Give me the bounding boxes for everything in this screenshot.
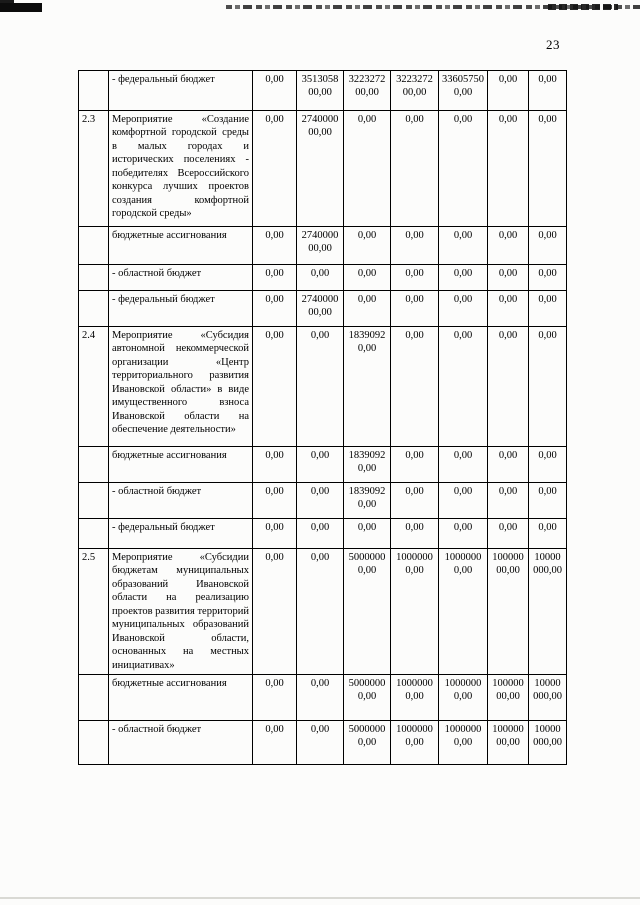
value-cell: 0,00 bbox=[529, 111, 567, 227]
scan-artifact-top-edge bbox=[0, 0, 14, 3]
page-number: 23 bbox=[546, 37, 560, 52]
value-cell: 0,00 bbox=[391, 519, 439, 549]
value-cell: 0,00 bbox=[253, 227, 297, 265]
value-cell: 0,00 bbox=[529, 327, 567, 447]
value-cell: 18390920,00 bbox=[344, 327, 391, 447]
value-cell: 0,00 bbox=[488, 447, 529, 483]
table-row bbox=[79, 327, 567, 447]
value-cell: 0,00 bbox=[253, 720, 297, 764]
value-cell: 0,00 bbox=[488, 71, 529, 111]
value-cell: 0,00 bbox=[253, 111, 297, 227]
value-cell: 0,00 bbox=[253, 483, 297, 519]
value-cell: 0,00 bbox=[439, 265, 488, 291]
value-cell: 0,00 bbox=[529, 265, 567, 291]
table-row bbox=[79, 720, 567, 764]
value-cell: 274000000,00 bbox=[297, 111, 344, 227]
scan-artifact-line-dark bbox=[548, 4, 618, 10]
value-cell: 0,00 bbox=[344, 519, 391, 549]
value-cell: 10000000,00 bbox=[391, 674, 439, 720]
row-description-cell: - федеральный бюджет bbox=[109, 71, 253, 111]
row-number-cell: 2.4 bbox=[79, 327, 109, 447]
value-cell: 0,00 bbox=[529, 519, 567, 549]
table-row bbox=[79, 447, 567, 483]
row-number-cell bbox=[79, 674, 109, 720]
value-cell: 0,00 bbox=[488, 111, 529, 227]
value-cell: 18390920,00 bbox=[344, 447, 391, 483]
value-cell: 0,00 bbox=[529, 447, 567, 483]
row-description-cell: - областной бюджет bbox=[109, 720, 253, 764]
scan-artifact-bottom-line bbox=[0, 897, 640, 899]
value-cell: 0,00 bbox=[529, 227, 567, 265]
value-cell: 0,00 bbox=[344, 265, 391, 291]
row-number-cell bbox=[79, 519, 109, 549]
row-number-cell bbox=[79, 291, 109, 327]
table-row bbox=[79, 291, 567, 327]
row-number-cell bbox=[79, 720, 109, 764]
row-description-cell: бюджетные ассигнования bbox=[109, 674, 253, 720]
table-row bbox=[79, 519, 567, 549]
row-description-cell: - федеральный бюджет bbox=[109, 291, 253, 327]
value-cell: 0,00 bbox=[344, 111, 391, 227]
value-cell: 0,00 bbox=[391, 111, 439, 227]
value-cell: 0,00 bbox=[439, 227, 488, 265]
table-row bbox=[79, 111, 567, 227]
value-cell: 10000000,00 bbox=[439, 549, 488, 675]
row-description-cell: - федеральный бюджет bbox=[109, 519, 253, 549]
value-cell: 10000000,00 bbox=[488, 674, 529, 720]
value-cell: 0,00 bbox=[297, 265, 344, 291]
value-cell: 0,00 bbox=[253, 519, 297, 549]
value-cell: 10000000,00 bbox=[529, 720, 567, 764]
row-number-cell bbox=[79, 71, 109, 111]
value-cell: 0,00 bbox=[439, 483, 488, 519]
row-description-cell: - областной бюджет bbox=[109, 483, 253, 519]
value-cell: 274000000,00 bbox=[297, 291, 344, 327]
value-cell: 274000000,00 bbox=[297, 227, 344, 265]
value-cell: 322327200,00 bbox=[391, 71, 439, 111]
scan-artifact-top-bar bbox=[0, 3, 42, 12]
row-description-cell: бюджетные ассигнования bbox=[109, 227, 253, 265]
value-cell: 0,00 bbox=[439, 447, 488, 483]
value-cell: 0,00 bbox=[253, 327, 297, 447]
value-cell: 0,00 bbox=[391, 227, 439, 265]
value-cell: 0,00 bbox=[297, 549, 344, 675]
value-cell: 50000000,00 bbox=[344, 674, 391, 720]
value-cell: 0,00 bbox=[253, 549, 297, 675]
value-cell: 10000000,00 bbox=[439, 674, 488, 720]
value-cell: 0,00 bbox=[488, 519, 529, 549]
table-row bbox=[79, 227, 567, 265]
value-cell: 0,00 bbox=[344, 227, 391, 265]
value-cell: 0,00 bbox=[488, 327, 529, 447]
value-cell: 0,00 bbox=[253, 265, 297, 291]
value-cell: 0,00 bbox=[529, 291, 567, 327]
table-row bbox=[79, 71, 567, 111]
value-cell: 0,00 bbox=[488, 291, 529, 327]
value-cell: 0,00 bbox=[529, 483, 567, 519]
value-cell: 10000000,00 bbox=[529, 549, 567, 675]
value-cell: 0,00 bbox=[253, 291, 297, 327]
value-cell: 0,00 bbox=[253, 71, 297, 111]
value-cell: 0,00 bbox=[391, 483, 439, 519]
value-cell: 0,00 bbox=[488, 227, 529, 265]
row-description-cell: Мероприятие «Субсидия автономной некоммерческой организации «Центр территориального развития Ивановской области» в виде имущественного взноса Ивановской области на обеспечение деятельности» bbox=[109, 327, 253, 447]
row-description-cell: - областной бюджет bbox=[109, 265, 253, 291]
value-cell: 10000000,00 bbox=[488, 720, 529, 764]
value-cell: 10000000,00 bbox=[439, 720, 488, 764]
value-cell: 50000000,00 bbox=[344, 720, 391, 764]
value-cell: 336057500,00 bbox=[439, 71, 488, 111]
value-cell: 0,00 bbox=[391, 447, 439, 483]
value-cell: 0,00 bbox=[488, 265, 529, 291]
budget-table-body bbox=[79, 71, 567, 765]
value-cell: 0,00 bbox=[488, 483, 529, 519]
value-cell: 0,00 bbox=[297, 483, 344, 519]
value-cell: 10000000,00 bbox=[529, 674, 567, 720]
value-cell: 0,00 bbox=[391, 291, 439, 327]
value-cell: 50000000,00 bbox=[344, 549, 391, 675]
value-cell: 0,00 bbox=[439, 327, 488, 447]
value-cell: 0,00 bbox=[297, 674, 344, 720]
table-row bbox=[79, 483, 567, 519]
value-cell: 0,00 bbox=[391, 327, 439, 447]
table-row bbox=[79, 549, 567, 675]
value-cell: 0,00 bbox=[529, 71, 567, 111]
value-cell: 10000000,00 bbox=[391, 720, 439, 764]
budget-table bbox=[78, 70, 567, 765]
row-number-cell bbox=[79, 227, 109, 265]
row-number-cell: 2.3 bbox=[79, 111, 109, 227]
row-number-cell bbox=[79, 265, 109, 291]
value-cell: 322327200,00 bbox=[344, 71, 391, 111]
value-cell: 0,00 bbox=[439, 111, 488, 227]
value-cell: 0,00 bbox=[391, 265, 439, 291]
value-cell: 0,00 bbox=[253, 447, 297, 483]
table-row bbox=[79, 674, 567, 720]
value-cell: 18390920,00 bbox=[344, 483, 391, 519]
value-cell: 10000000,00 bbox=[488, 549, 529, 675]
value-cell: 0,00 bbox=[297, 519, 344, 549]
value-cell: 0,00 bbox=[253, 674, 297, 720]
value-cell: 0,00 bbox=[344, 291, 391, 327]
row-description-cell: Мероприятие «Субсидии бюджетам муниципальных образований Ивановской области на реализацию проектов развития территорий муниципальных образований Ивановской области, основанных на местных инициативах» bbox=[109, 549, 253, 675]
table-row bbox=[79, 265, 567, 291]
value-cell: 0,00 bbox=[297, 327, 344, 447]
value-cell: 0,00 bbox=[439, 291, 488, 327]
row-description-cell: бюджетные ассигнования bbox=[109, 447, 253, 483]
row-number-cell bbox=[79, 483, 109, 519]
row-number-cell: 2.5 bbox=[79, 549, 109, 675]
value-cell: 351305800,00 bbox=[297, 71, 344, 111]
value-cell: 0,00 bbox=[297, 447, 344, 483]
row-description-cell: Мероприятие «Создание комфортной городской среды в малых городах и исторических поселениях - победителях Всероссийского конкурса лучших проектов создания комфортной городской среды» bbox=[109, 111, 253, 227]
value-cell: 0,00 bbox=[439, 519, 488, 549]
value-cell: 10000000,00 bbox=[391, 549, 439, 675]
value-cell: 0,00 bbox=[297, 720, 344, 764]
row-number-cell bbox=[79, 447, 109, 483]
